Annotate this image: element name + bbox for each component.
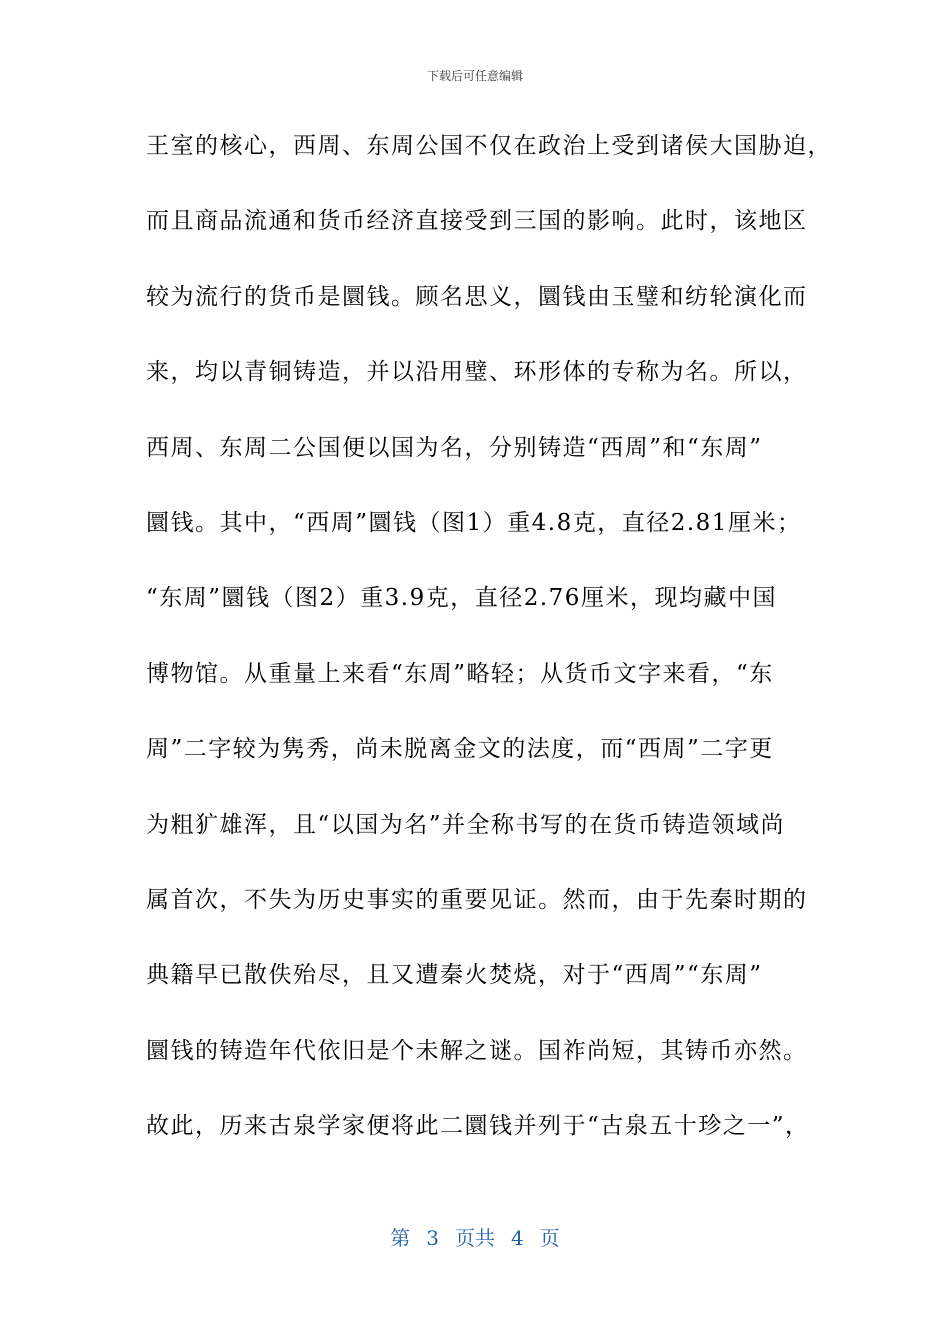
text-line: 王室的核心，西周、东周公国不仅在政治上受到诸侯大国胁迫，: [146, 133, 832, 159]
text-line: 为粗犷雄浑，且“以国为名”并全称书写的在货币铸造领域尚: [146, 811, 786, 838]
text-line: 博物馆。从重量上来看“东周”略轻；从货币文字来看，“东: [146, 660, 774, 687]
text-line: 较为流行的货币是圜钱。顾名思义，圜钱由玉璧和纺轮演化而: [146, 283, 808, 310]
text-line: 周”二字较为隽秀，尚未脱离金文的法度，而“西周”二字更: [146, 736, 774, 763]
total-page-number: 4: [511, 1226, 524, 1250]
text-line: “东周”圜钱（图2）重3.9克，直径2.76厘米，现均藏中国: [146, 585, 777, 612]
header-note: 下载后可任意编辑: [426, 69, 523, 83]
text-line: 而且商品流通和货币经济直接受到三国的影响。此时，该地区: [146, 208, 808, 235]
footer-label-ye: 页: [539, 1226, 560, 1250]
text-line: 典籍早已散佚殆尽，且又遭秦火焚烧，对于“西周”“东周”: [146, 962, 763, 989]
text-line: 圜钱的铸造年代依旧是个未解之谜。国祚尚短，其铸币亦然。: [146, 1037, 808, 1064]
body-text: [146, 126, 832, 1181]
text-line: 来，均以青铜铸造，并以沿用璧、环形体的专称为名。所以，: [146, 359, 808, 386]
text-line: 西周、东周二公国便以国为名，分别铸造“西周”和“东周”: [146, 434, 763, 461]
current-page-number: 3: [426, 1226, 439, 1250]
footer-label-ye-gong: 页共: [455, 1226, 495, 1250]
text-line: 圜钱。其中，“西周”圜钱（图1）重4.8克，直径2.81厘米；: [146, 509, 802, 536]
footer-label-di: 第: [390, 1226, 411, 1250]
page-footer: [0, 1224, 950, 1252]
text-line: 故此，历来古泉学家便将此二圜钱并列于“古泉五十珍之一”，: [146, 1113, 810, 1140]
text-line: 属首次，不失为历史事实的重要见证。然而，由于先秦时期的: [146, 886, 808, 913]
